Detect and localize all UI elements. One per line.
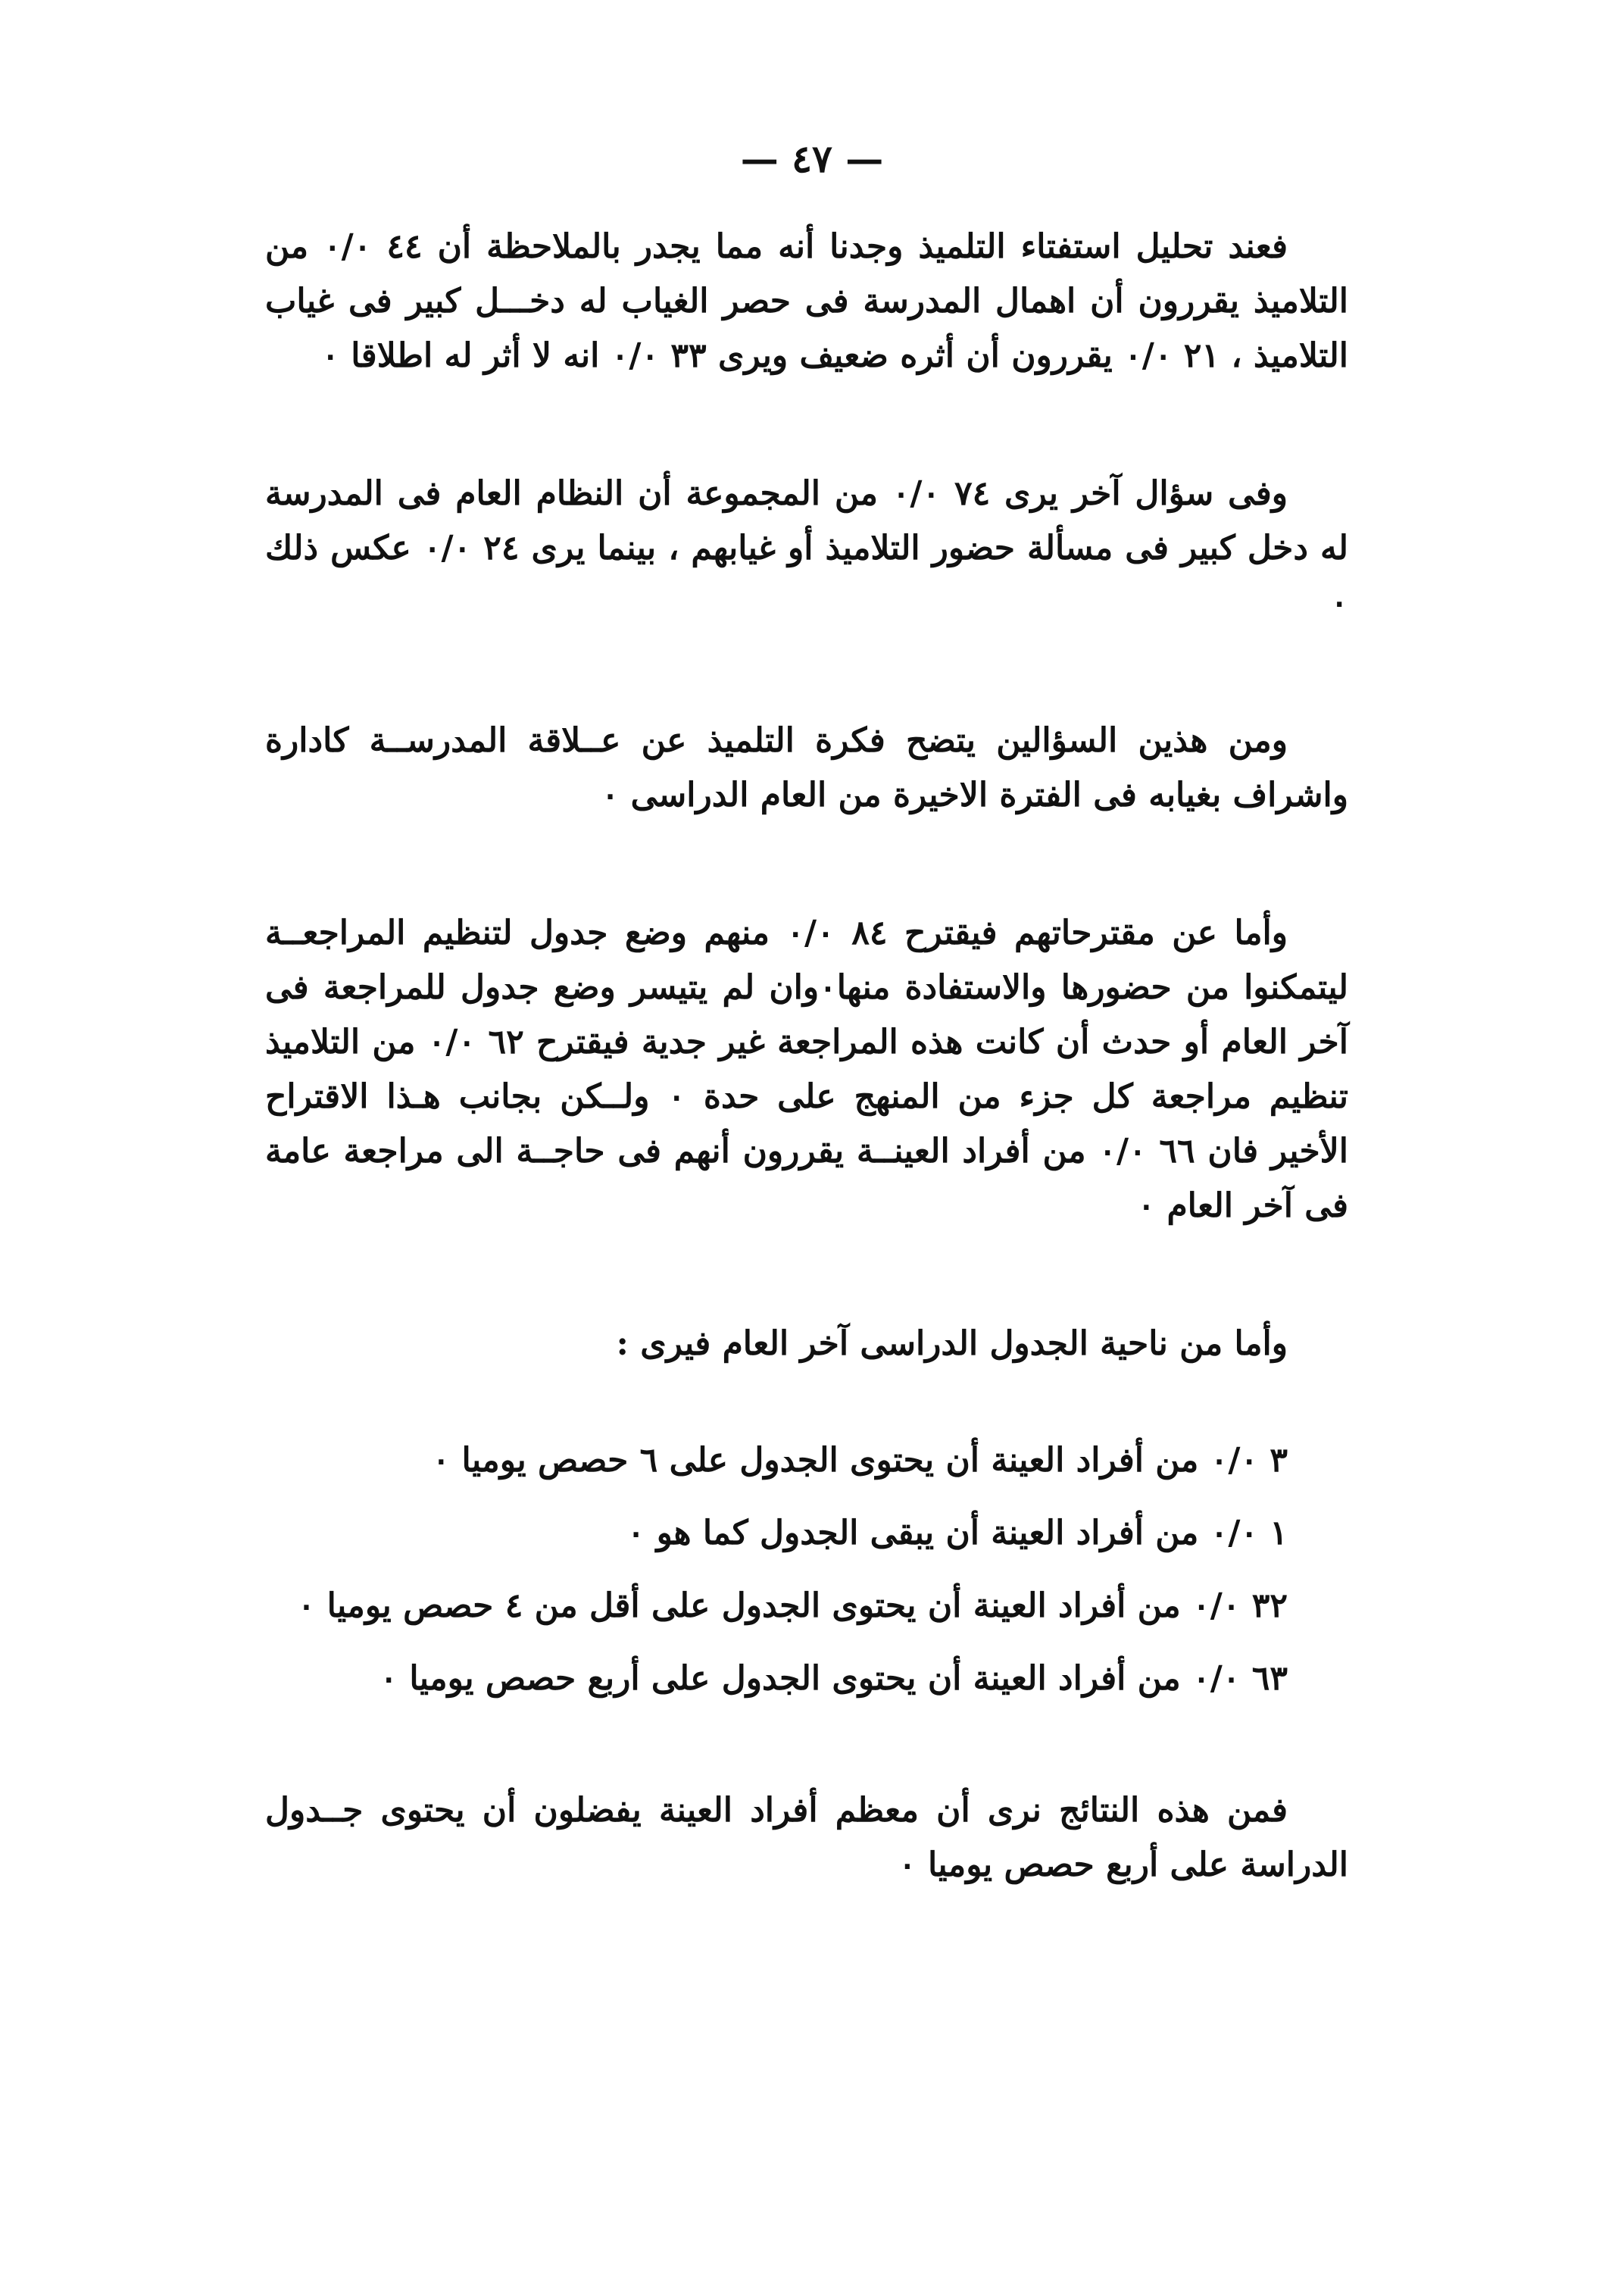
list-item: ٣ ٠/٠ من أفراد العينة أن يحتوى الجدول على ٦ حصص يوميا ٠ xyxy=(432,1441,1288,1480)
list-item: ٣٢ ٠/٠ من أفراد العينة أن يحتوى الجدول على أقل من ٤ حصص يوميا ٠ xyxy=(297,1586,1288,1625)
paragraph-5: وأما من ناحية الجدول الدراسى آخر العام فيرى : xyxy=(616,1324,1288,1363)
schedule-results-list xyxy=(265,1424,1348,1715)
paragraph-1: فعند تحليل استفتاء التلميذ وجدنا أنه مما يجدر بالملاحظة أن ٤٤ ٠/٠ من التلاميذ يقررون أن اهمال المدرسة فى حصر الغياب له دخـــل كبير فى غياب التلاميذ ، ٢١ ٠/٠ يقررون أن أثره ضعيف ويرى ٣٣ ٠/٠ انه لا أثر له اطلاقا ٠ xyxy=(265,227,1348,375)
document-body xyxy=(265,220,1348,1976)
paragraph-3: ومن هذين السؤالين يتضح فكرة التلميذ عن عــلاقة المدرســة كادارة واشراف بغيابه فى الفترة الاخيرة من العام الدراسى ٠ xyxy=(265,721,1348,814)
list-item: ١ ٠/٠ من أفراد العينة أن يبقى الجدول كما هو ٠ xyxy=(626,1514,1288,1552)
page-number: — ٤٧ — xyxy=(740,136,884,181)
list-item: ٦٣ ٠/٠ من أفراد العينة أن يحتوى الجدول على أربع حصص يوميا ٠ xyxy=(379,1659,1288,1698)
paragraph-4: وأما عن مقترحاتهم فيقترح ٨٤ ٠/٠ منهم وضع جدول لتنظيم المراجعــة ليتمكنوا من حضورها والاستفادة منها٠وان لم يتيسر وضع جدول للمراجعة فى آخر العام أو حدث أن كانت هذه المراجعة غير جدية فيقترح ٦٢ ٠/٠ من التلاميذ تنظيم مراجعة كل جزء من المنهج على حدة ٠ ولــكن بجانب هـذا الاقتراح الأخير فان ٦٦ ٠/٠ من أفراد العينــة يقررون أنهم فى حاجــة الى مراجعة عامة فى آخر العام ٠ xyxy=(265,914,1349,1225)
conclusion-paragraph: فمن هذه النتائج نرى أن معظم أفراد العينة يفضلون أن يحتوى جــدول الدراسة على أربع حصص يوميا ٠ xyxy=(265,1791,1348,1884)
paragraph-2: وفى سؤال آخر يرى ٧٤ ٠/٠ من المجموعة أن النظام العام فى المدرسة له دخل كبير فى مسألة حضور التلاميذ أو غيابهم ، بينما يرى ٢٤ ٠/٠ عكس ذلك ٠ xyxy=(265,474,1348,622)
